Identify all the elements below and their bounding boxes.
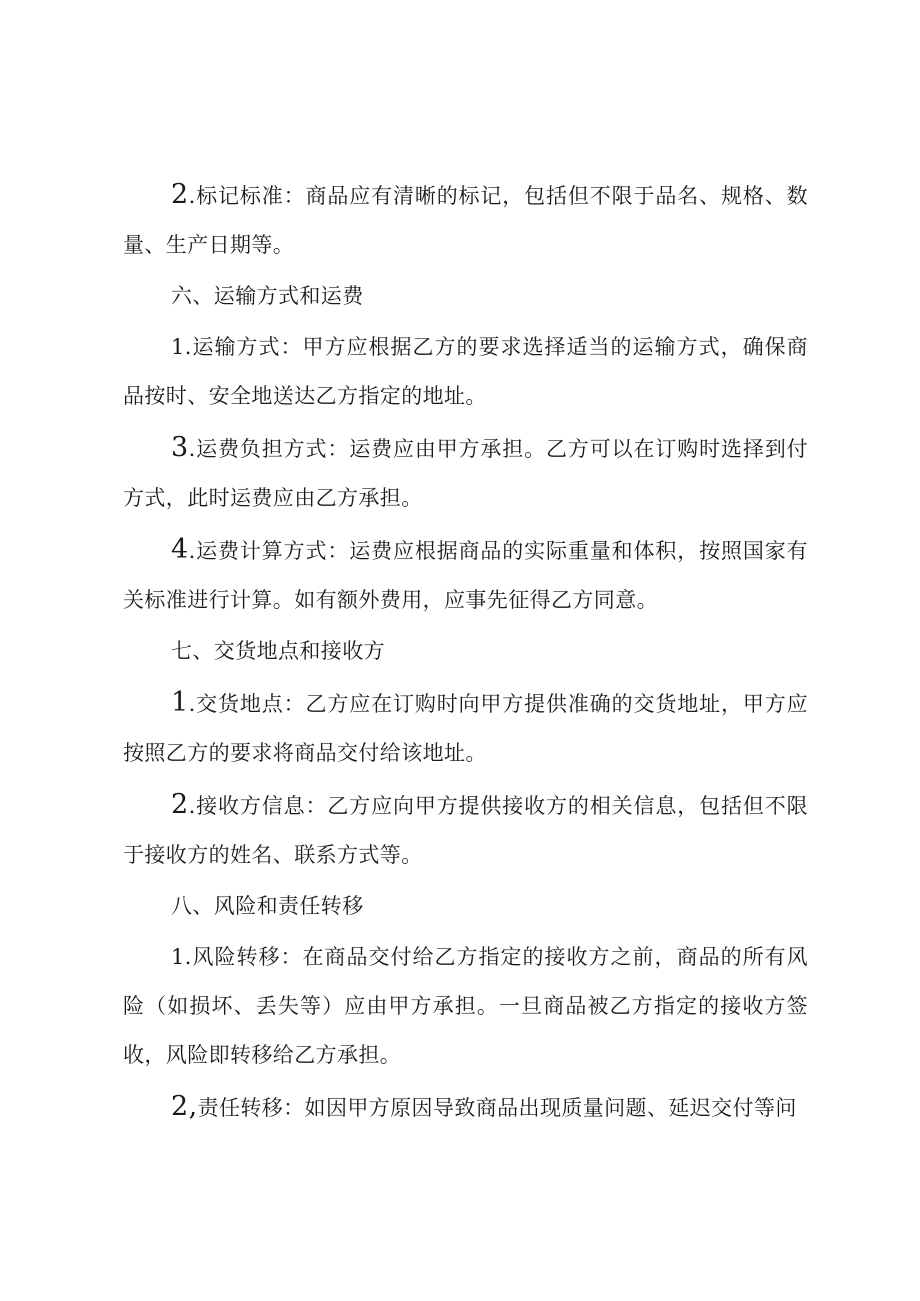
paragraph-text: .运费负担方式：运费应由甲方承担。乙方可以在订购时选择到付方式，此时运费应由乙方承担。 (123, 437, 808, 510)
document-page (123, 170, 808, 1133)
section-heading-delivery: 七、交货地点和接收方 (171, 639, 385, 663)
paragraph-transport-method (123, 323, 808, 421)
paragraph-text: 责任转移：如因甲方原因导致商品出现质量问题、延迟交付等问 (197, 1096, 797, 1120)
paragraph-risk-transfer (123, 933, 808, 1080)
item-number: 4 (171, 534, 189, 565)
item-number: 2 (171, 179, 189, 210)
section-heading-risk: 八、风险和责任转移 (171, 894, 364, 918)
paragraph-text: 运输方式：甲方应根据乙方的要求选择适当的运输方式，确保商品按时、安全地送达乙方指定的地址。 (123, 335, 808, 408)
item-number: 1 (171, 687, 189, 718)
paragraph-freight-bearing (123, 423, 808, 523)
paragraph-text: .标记标准：商品应有清晰的标记，包括但不限于品名、规格、数量、生产日期等。 (123, 184, 808, 257)
paragraph-delivery-location (123, 678, 808, 778)
item-number: 3 (171, 432, 189, 463)
paragraph-text: .运费计算方式：运费应根据商品的实际重量和体积，按照国家有关标准进行计算。如有额外费用，应事先征得乙方同意。 (123, 539, 808, 612)
item-number: 2, (171, 1091, 198, 1122)
item-number: 1. (171, 945, 192, 969)
item-number: 1. (171, 335, 192, 359)
paragraph-text: 风险转移：在商品交付给乙方指定的接收方之前，商品的所有风险（如损坏、丢失等）应由甲方承担。一旦商品被乙方指定的接收方签收，风险即转移给乙方承担。 (123, 945, 808, 1067)
paragraph-text: .交货地点：乙方应在订购时向甲方提供准确的交货地址，甲方应按照乙方的要求将商品交付给该地址。 (123, 692, 808, 765)
paragraph-receiver-info (123, 780, 808, 880)
paragraph-freight-calculation (123, 525, 808, 625)
paragraph-liability-transfer (123, 1082, 808, 1133)
item-number: 2 (171, 789, 189, 820)
paragraph-marking-standard (123, 170, 808, 270)
paragraph-text: .接收方信息：乙方应向甲方提供接收方的相关信息，包括但不限于接收方的姓名、联系方式等。 (123, 794, 808, 867)
section-heading-transport: 六、运输方式和运费 (171, 284, 364, 308)
